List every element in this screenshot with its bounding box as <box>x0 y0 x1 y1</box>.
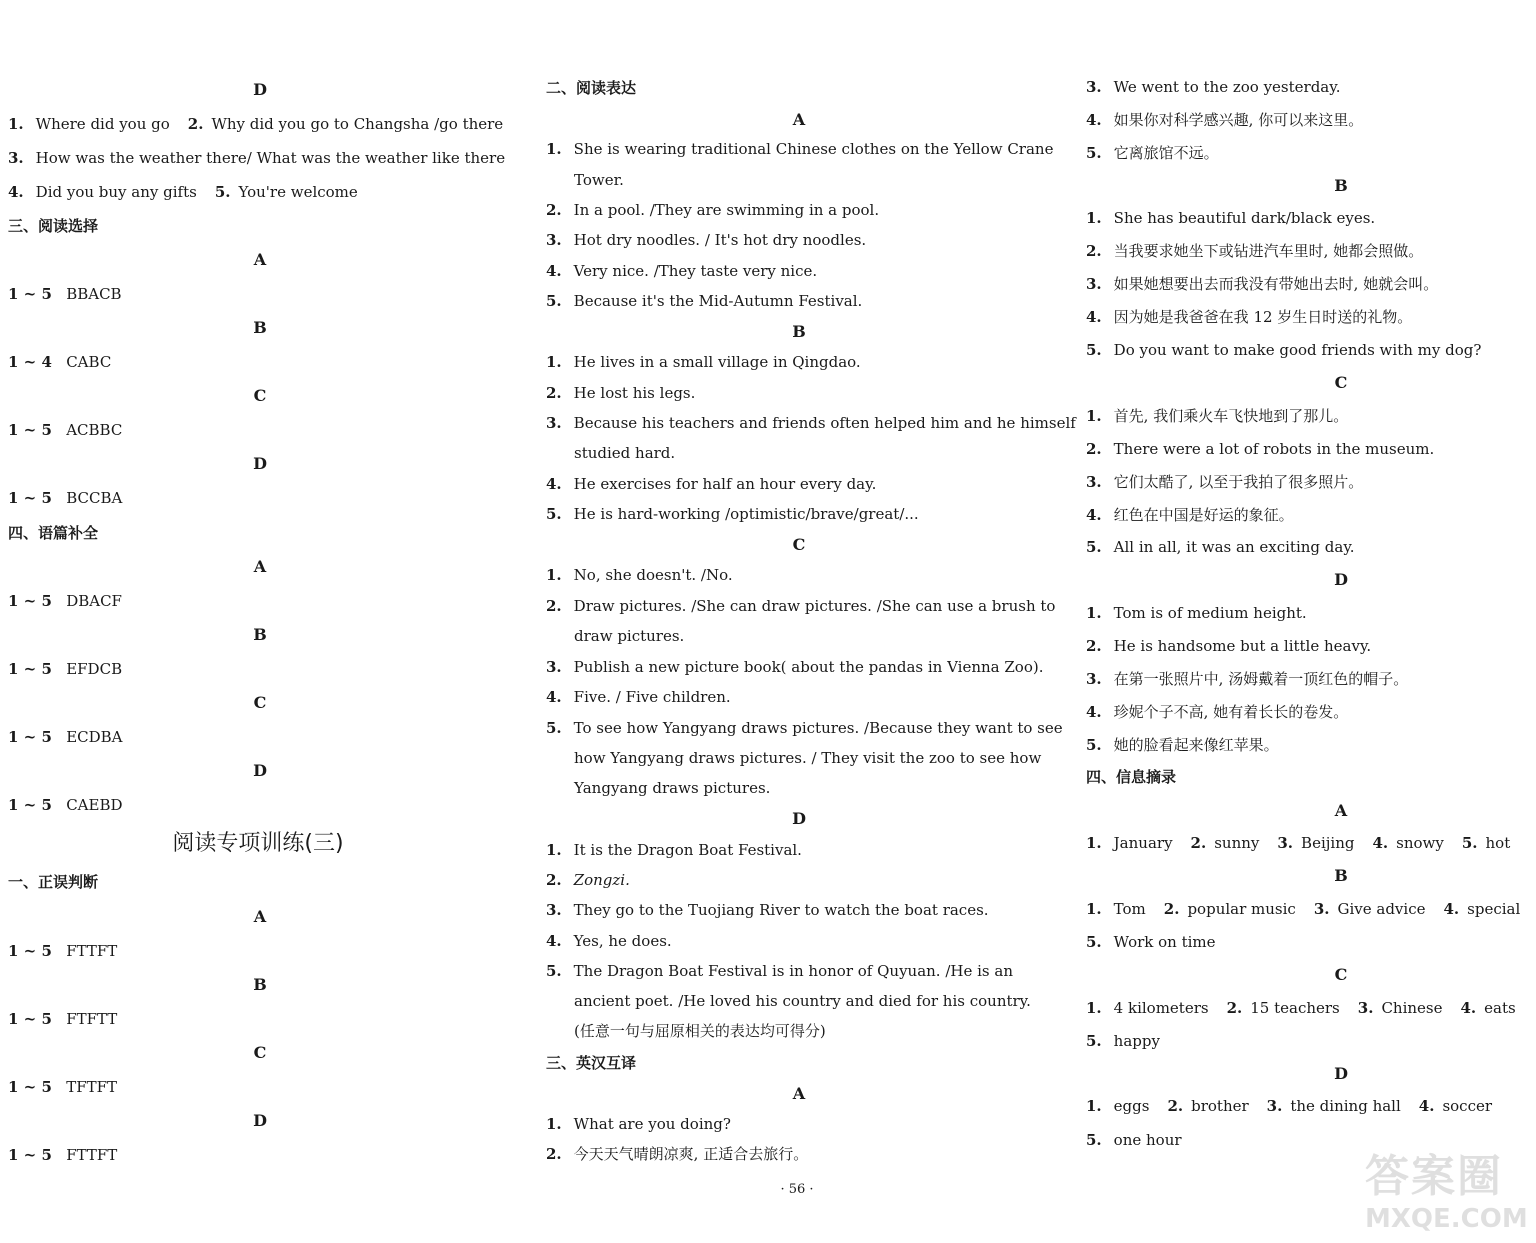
sub-heading: C <box>1334 373 1348 392</box>
answer-line: 2. He is handsome but a little heavy. <box>1086 637 1372 655</box>
sub-heading: D <box>1334 570 1348 589</box>
answer-continuation: studied hard. <box>574 444 676 462</box>
sub-heading: B <box>253 625 267 644</box>
answer-line: 2. Draw pictures. /She can draw pictures. /She can use a brush to <box>546 597 1056 615</box>
sub-heading: B <box>1334 176 1348 195</box>
answer-line: 5. one hour <box>1086 1131 1182 1149</box>
sub-heading: A <box>792 110 806 129</box>
answer-range: 1 ~ 5 FTTFT <box>8 942 118 960</box>
answer-line: 5. happy <box>1086 1032 1160 1050</box>
sub-heading: C <box>253 693 267 712</box>
answer-range: 1 ~ 5 CAEBD <box>8 796 123 814</box>
answer-continuation: draw pictures. <box>574 627 685 645</box>
answer-continuation: Tower. <box>574 171 624 189</box>
answer-line: 1. 首先, 我们乘火车飞快地到了那儿。 <box>1086 407 1349 425</box>
answer-line: 2. 当我要求她坐下或钻进汽车里时, 她都会照做。 <box>1086 242 1424 260</box>
answer-line: 2. He lost his legs. <box>546 384 696 402</box>
answer-line: 4. 如果你对科学感兴趣, 你可以来这里。 <box>1086 111 1364 129</box>
answer-range: 1 ~ 5 ACBBC <box>8 421 123 439</box>
sub-heading: D <box>792 809 806 828</box>
answer-line: 3. Publish a new picture book( about the pandas in Vienna Zoo). <box>546 658 1044 676</box>
answer-line: 5. Do you want to make good friends with my dog? <box>1086 341 1482 359</box>
answer-line: 2. In a pool. /They are swimming in a pool. <box>546 201 880 219</box>
answer-line: 3. 它们太酷了, 以至于我拍了很多照片。 <box>1086 473 1364 491</box>
section-heading-d: D <box>253 80 267 99</box>
answer-line: 1. 4 kilometers 2. 15 teachers 3. Chinese 4. eats <box>1086 999 1516 1017</box>
answer-line: 4. Very nice. /They taste very nice. <box>546 262 818 280</box>
section-title: 二、阅读表达 <box>546 79 637 97</box>
sub-heading: A <box>1334 801 1348 820</box>
answer-line: 2. Zongzi. <box>546 871 630 889</box>
answer-line: 5. Because it's the Mid-Autumn Festival. <box>546 292 863 310</box>
answer-line: 1. What are you doing? <box>546 1115 731 1133</box>
sub-heading: B <box>253 318 267 337</box>
answer-continuation: how Yangyang draws pictures. / They visit the zoo to see how <box>574 749 1042 767</box>
sub-heading: A <box>253 250 267 269</box>
answer-line: 3. 在第一张照片中, 汤姆戴着一顶红色的帽子。 <box>1086 670 1409 688</box>
answer-note: (任意一句与屈原相关的表达均可得分) <box>574 1022 826 1040</box>
answer-line: 4. Did you buy any gifts 5. You're welcome <box>8 183 358 201</box>
answer-line: 4. 因为她是我爸爸在我 12 岁生日时送的礼物。 <box>1086 308 1413 326</box>
sub-heading: B <box>792 322 806 341</box>
sub-heading: A <box>792 1084 806 1103</box>
section-title: 一、正误判断 <box>8 873 99 891</box>
sub-heading: C <box>253 1043 267 1062</box>
answer-line: 5. 它离旅馆不远。 <box>1086 144 1219 162</box>
sub-heading: A <box>253 907 267 926</box>
sub-heading: B <box>253 975 267 994</box>
answer-line: 5. Work on time <box>1086 933 1216 951</box>
answer-line: 1. She is wearing traditional Chinese clothes on the Yellow Crane <box>546 140 1054 158</box>
answer-line: 1. No, she doesn't. /No. <box>546 566 733 584</box>
answer-range: 1 ~ 5 EFDCB <box>8 660 123 678</box>
answer-line: 1. He lives in a small village in Qingdao. <box>546 353 861 371</box>
answer-line: 5. All in all, it was an exciting day. <box>1086 538 1355 556</box>
answer-line: 1. Tom is of medium height. <box>1086 604 1307 622</box>
answer-line: 4. 珍妮个子不高, 她有着长长的卷发。 <box>1086 703 1349 721</box>
answer-line: 3. 如果她想要出去而我没有带她出去时, 她就会叫。 <box>1086 275 1439 293</box>
sub-heading: D <box>253 1111 267 1130</box>
unit-title: 阅读专项训练(三) <box>172 831 344 856</box>
sub-heading: C <box>1334 965 1348 984</box>
answer-line: 2. 今天天气晴朗凉爽, 正适合去旅行。 <box>546 1145 809 1163</box>
answer-line: 3. Hot dry noodles. / It's hot dry noodles. <box>546 231 867 249</box>
answer-range: 1 ~ 5 FTFTT <box>8 1010 118 1028</box>
answer-line: 4. 红色在中国是好运的象征。 <box>1086 506 1294 524</box>
answer-line: 1. She has beautiful dark/black eyes. <box>1086 209 1376 227</box>
answer-range: 1 ~ 5 BBACB <box>8 285 122 303</box>
answer-range: 1 ~ 5 FTTFT <box>8 1146 118 1164</box>
sub-heading: D <box>253 761 267 780</box>
section-title: 三、阅读选择 <box>8 217 99 235</box>
answer-line: 4. Yes, he does. <box>546 932 672 950</box>
answer-range: 1 ~ 5 BCCBA <box>8 489 123 507</box>
answer-range: 1 ~ 4 CABC <box>8 353 112 371</box>
answer-line: 1. eggs 2. brother 3. the dining hall 4. soccer <box>1086 1097 1493 1115</box>
answer-continuation: ancient poet. /He loved his country and died for his country. <box>574 992 1031 1010</box>
watermark-logo <box>1365 1140 1528 1240</box>
sub-heading: A <box>253 557 267 576</box>
answer-range: 1 ~ 5 TFTFT <box>8 1078 118 1096</box>
sub-heading: B <box>1334 866 1348 885</box>
sub-heading: C <box>792 535 806 554</box>
sub-heading: D <box>1334 1064 1348 1083</box>
answer-line: 4. Five. / Five children. <box>546 688 731 706</box>
answer-line: 3. Because his teachers and friends often helped him and he himself <box>546 414 1076 432</box>
answer-line: 2. There were a lot of robots in the museum. <box>1086 440 1435 458</box>
answer-range: 1 ~ 5 DBACF <box>8 592 122 610</box>
sub-heading: D <box>253 454 267 473</box>
watermark-text: 答案圈 <box>1365 1151 1503 1202</box>
answer-line: 3. We went to the zoo yesterday. <box>1086 78 1341 96</box>
section-title: 四、信息摘录 <box>1086 768 1177 786</box>
answer-line: 5. To see how Yangyang draws pictures. /Because they want to see <box>546 719 1063 737</box>
section-title: 三、英汉互译 <box>546 1054 637 1072</box>
answer-line: 5. The Dragon Boat Festival is in honor of Quyuan. /He is an <box>546 962 1013 980</box>
answer-line: 1. January 2. sunny 3. Beijing 4. snowy 5. hot <box>1086 834 1511 852</box>
answer-line: 3. They go to the Tuojiang River to watch the boat races. <box>546 901 989 919</box>
answer-line: 1. It is the Dragon Boat Festival. <box>546 841 802 859</box>
answer-line: 1. Where did you go 2. Why did you go to Changsha /go there <box>8 115 504 133</box>
page-number: · 56 · <box>780 1182 814 1197</box>
answer-continuation: Yangyang draws pictures. <box>574 779 771 797</box>
watermark-url: MXQE.COM <box>1365 1204 1528 1234</box>
answer-range: 1 ~ 5 ECDBA <box>8 728 123 746</box>
section-title: 四、语篇补全 <box>8 524 99 542</box>
answer-line: 4. He exercises for half an hour every day. <box>546 475 877 493</box>
answer-line: 3. How was the weather there/ What was the weather like there <box>8 149 506 167</box>
answer-line: 1. Tom 2. popular music 3. Give advice 4. special <box>1086 900 1521 918</box>
sub-heading: C <box>253 386 267 405</box>
answer-line: 5. 她的脸看起来像红苹果。 <box>1086 736 1279 754</box>
answer-line: 5. He is hard-working /optimistic/brave/great/... <box>546 505 919 523</box>
